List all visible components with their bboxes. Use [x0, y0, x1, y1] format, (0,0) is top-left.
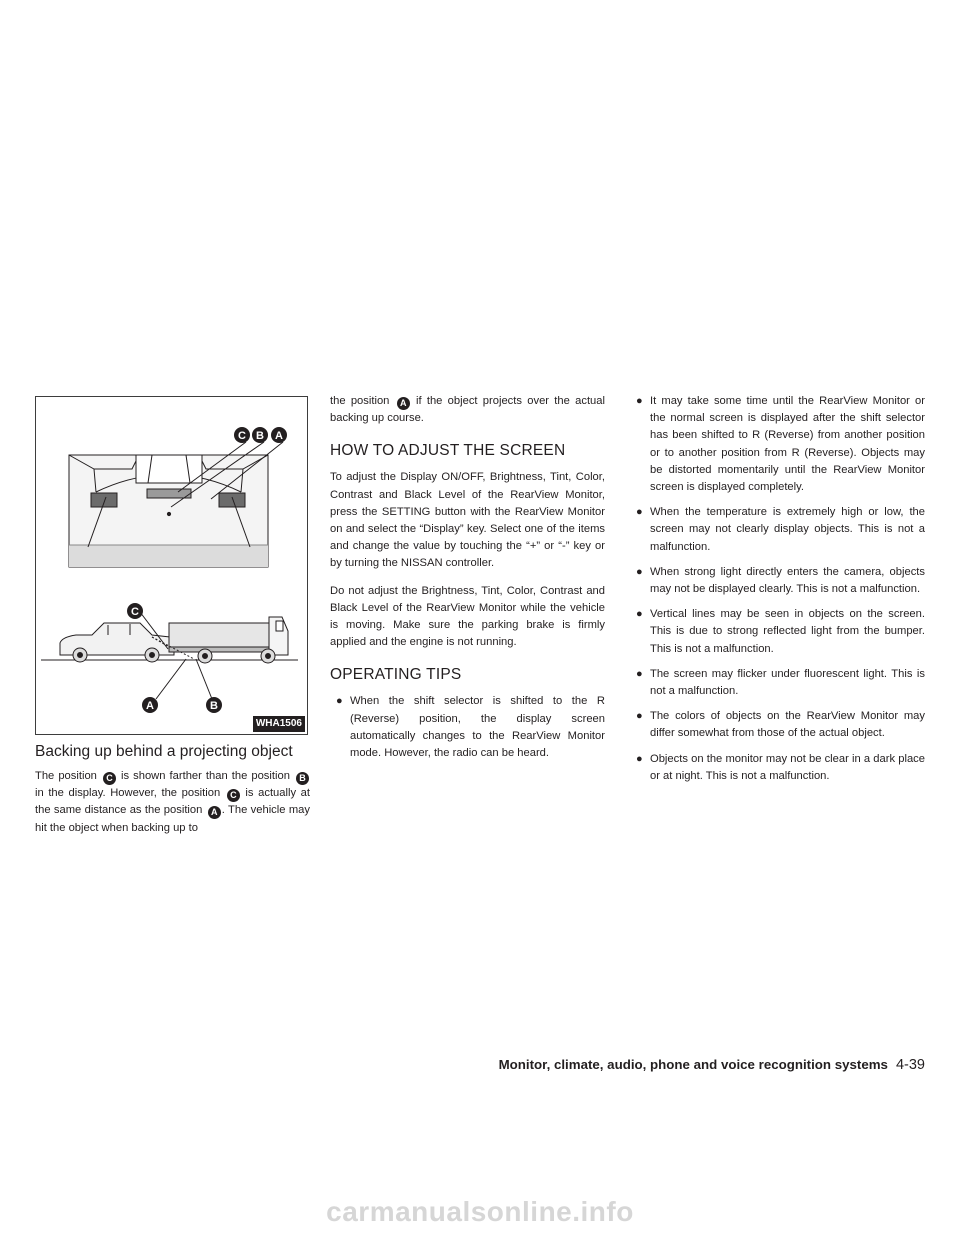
text-fragment: in the display. However, the position	[35, 787, 225, 800]
figure-code: WHA1506	[253, 716, 305, 732]
section-heading-operating-tips: OPERATING TIPS	[330, 666, 462, 684]
bullet-icon: ●	[636, 608, 643, 621]
list-item-text: The screen may flicker under fluorescent light. This is not a malfunction.	[650, 667, 925, 698]
section-heading-adjust-screen: HOW TO ADJUST THE SCREEN	[330, 442, 566, 460]
label-b-top: B	[256, 430, 264, 442]
page-footer	[400, 1056, 925, 1074]
list-item-text: Objects on the monitor may not be clear in a dark place or at night. This is not a malfunction.	[650, 752, 925, 782]
text-fragment: is actually at the same distance as the position	[35, 787, 311, 817]
footer-chapter-title: Monitor, climate, audio, phone and voice recognition systems	[498, 1057, 888, 1072]
bullet-icon: ●	[336, 695, 343, 708]
list-item-text: When the temperature is extremely high or low, the screen may not clearly display objects. This is not a malfunction.	[650, 506, 925, 553]
operating-tips-list-continued	[630, 393, 925, 785]
list-item-text: When the shift selector is shifted to the R (Reverse) position, the display screen automatically changes to the RearView Monitor mode. However, the radio can be heard.	[350, 695, 605, 760]
list-item	[630, 393, 925, 496]
label-c-side: C	[131, 606, 139, 618]
bullet-icon: ●	[636, 565, 643, 578]
bullet-icon: ●	[636, 752, 643, 765]
text-fragment: if the object projects over the actual backing up course.	[330, 395, 605, 425]
list-item	[630, 751, 925, 785]
watermark: carmanualsonline.info	[326, 1196, 634, 1227]
operating-tips-list	[330, 693, 605, 762]
label-c-inline: C	[227, 789, 240, 802]
bullet-icon: ●	[636, 506, 643, 519]
figure-illustration	[36, 397, 307, 734]
label-a-top: A	[275, 430, 283, 442]
list-item	[330, 693, 605, 762]
text-fragment: is shown farther than the position	[116, 770, 294, 782]
list-item-text: Vertical lines may be seen in objects on the screen. This is due to strong reflected light from the bumper. This is not a malfunction.	[650, 608, 925, 655]
monitor-view-illustration	[69, 442, 283, 567]
label-a-side: A	[146, 700, 154, 712]
section-heading-backing-up: Backing up behind a projecting object	[35, 743, 293, 760]
continued-paragraph	[330, 393, 605, 427]
bullet-icon: ●	[636, 395, 643, 407]
list-item	[630, 564, 925, 598]
list-item-text: It may take some time until the RearView Monitor or the normal screen is displayed after the shift selector has been shifted to R (Reverse) from another position or to another position from R (Reverse). Objects may be distorted momentarily until the RearView Monitor screen is displayed completely.	[650, 395, 925, 494]
side-view-illustration	[41, 612, 298, 699]
adjust-warning-paragraph: Do not adjust the Brightness, Tint, Color, Contrast and Black Level of the RearView Monitor while the vehicle is moving. Make sure the parking brake is firmly applied and the engine is not running.	[330, 584, 605, 649]
label-c-inline: C	[103, 772, 116, 785]
label-c-top: C	[238, 430, 246, 442]
backing-up-paragraph	[35, 768, 310, 837]
list-item-text: The colors of objects on the RearView Monitor may differ somewhat from those of the actual object.	[650, 710, 925, 740]
text-fragment: . The vehicle may hit the object when backing up to	[35, 804, 310, 834]
bullet-icon: ●	[636, 667, 643, 680]
adjust-screen-paragraph: To adjust the Display ON/OFF, Brightness, Tint, Color, Contrast and Black Level of the RearView Monitor, press the SETTING button with the RearView Monitor on and select the “Display” key. Select one of the items and change the value by touching the “+” or “-” key or by turning the NISSAN controller.	[330, 471, 605, 570]
monitor-view-labels	[234, 427, 287, 443]
rearview-monitor-figure	[35, 396, 308, 735]
bullet-icon: ●	[636, 710, 643, 723]
text-fragment: The position	[35, 770, 101, 782]
list-item	[630, 666, 925, 700]
list-item	[630, 708, 925, 742]
text-fragment: the position	[330, 395, 395, 407]
list-item	[630, 606, 925, 658]
label-a-inline: A	[208, 806, 221, 819]
middle-column	[330, 393, 605, 762]
right-column	[630, 393, 925, 785]
label-a-inline: A	[397, 397, 410, 410]
label-b-side: B	[210, 700, 218, 712]
list-item	[630, 504, 925, 556]
page-number: 4-39	[895, 1057, 925, 1073]
list-item-text: When strong light directly enters the camera, objects may not be displayed clearly. This is not a malfunction.	[650, 565, 925, 596]
label-b-inline: B	[296, 772, 309, 785]
